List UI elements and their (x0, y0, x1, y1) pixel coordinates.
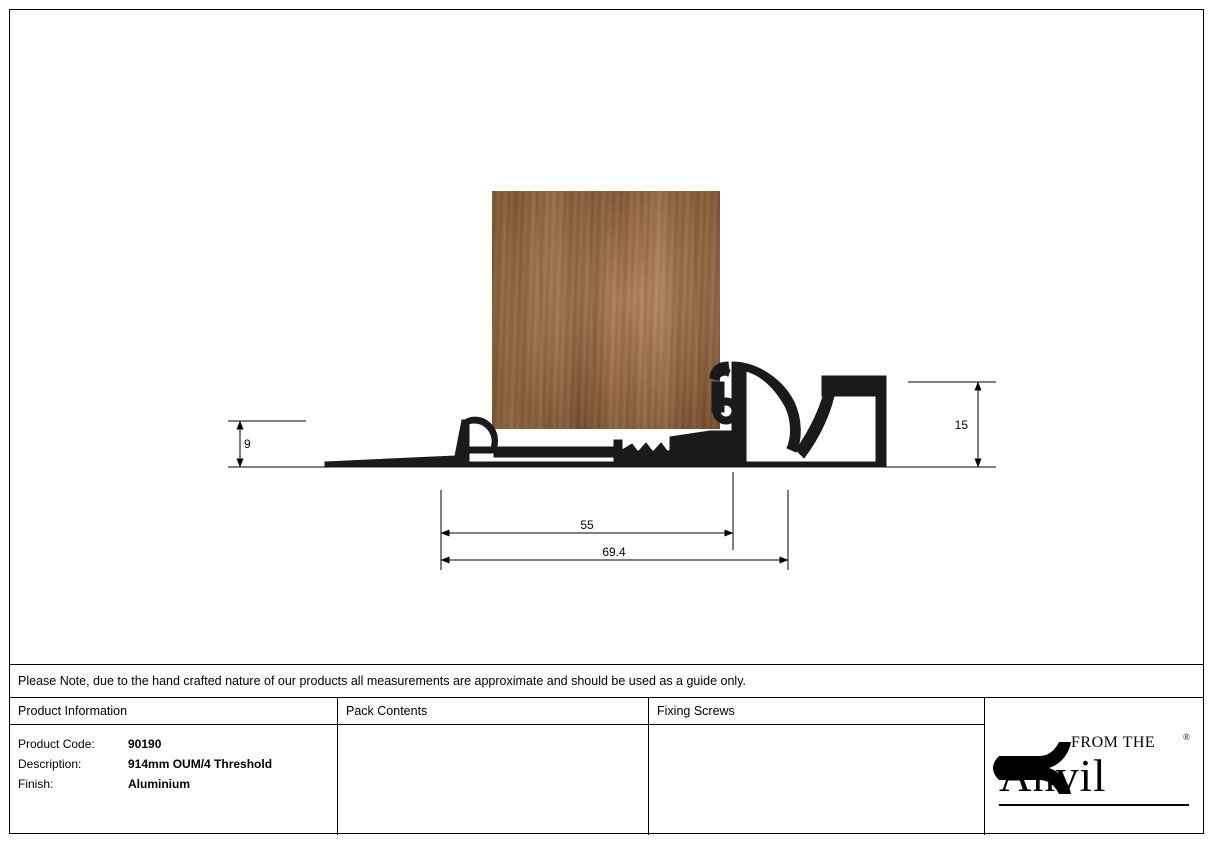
product-code-value: 90190 (128, 737, 162, 751)
logo-wordmark: Anvil (999, 751, 1107, 801)
dimension-height-left (228, 421, 330, 467)
dimension-label-9: 9 (244, 437, 251, 451)
brand-logo (985, 698, 1204, 835)
logo-inner (985, 720, 1204, 820)
description-value: 914mm OUM/4 Threshold (128, 757, 273, 771)
dimension-label-69-4: 69.4 (602, 545, 626, 559)
technical-drawing (10, 10, 1203, 660)
dimension-label-15: 15 (954, 418, 968, 432)
product-information-list (18, 734, 272, 794)
finish-label: Finish: (18, 777, 54, 791)
dimension-width-overall (441, 490, 788, 570)
dimension-annotations-svg (10, 10, 1203, 660)
logo-registered-mark: ® (1183, 732, 1190, 742)
header-product-information: Product Information (18, 704, 128, 718)
product-code-label: Product Code: (18, 737, 95, 751)
header-pack-contents: Pack Contents (346, 704, 428, 718)
header-fixing-screws: Fixing Screws (657, 704, 735, 718)
list-item (18, 734, 272, 754)
list-item (18, 754, 272, 774)
dimension-label-55: 55 (580, 518, 594, 532)
list-item (18, 774, 272, 794)
logo-underline (999, 804, 1189, 806)
logo-tagline: FROM THE (1071, 734, 1156, 751)
info-table (9, 697, 1204, 834)
measurement-note-row (9, 664, 1204, 697)
dimension-height-right (886, 382, 996, 467)
finish-value: Aluminium (128, 777, 190, 791)
measurement-note-text: Please Note, due to the hand crafted nature of our products all measurements are approximate and should be used as a guide only. (18, 674, 747, 688)
table-divider-2 (648, 698, 649, 835)
table-header-rule (9, 724, 984, 725)
table-divider-1 (337, 698, 338, 835)
description-label: Description: (18, 757, 82, 771)
dimension-width-inner (441, 472, 733, 550)
